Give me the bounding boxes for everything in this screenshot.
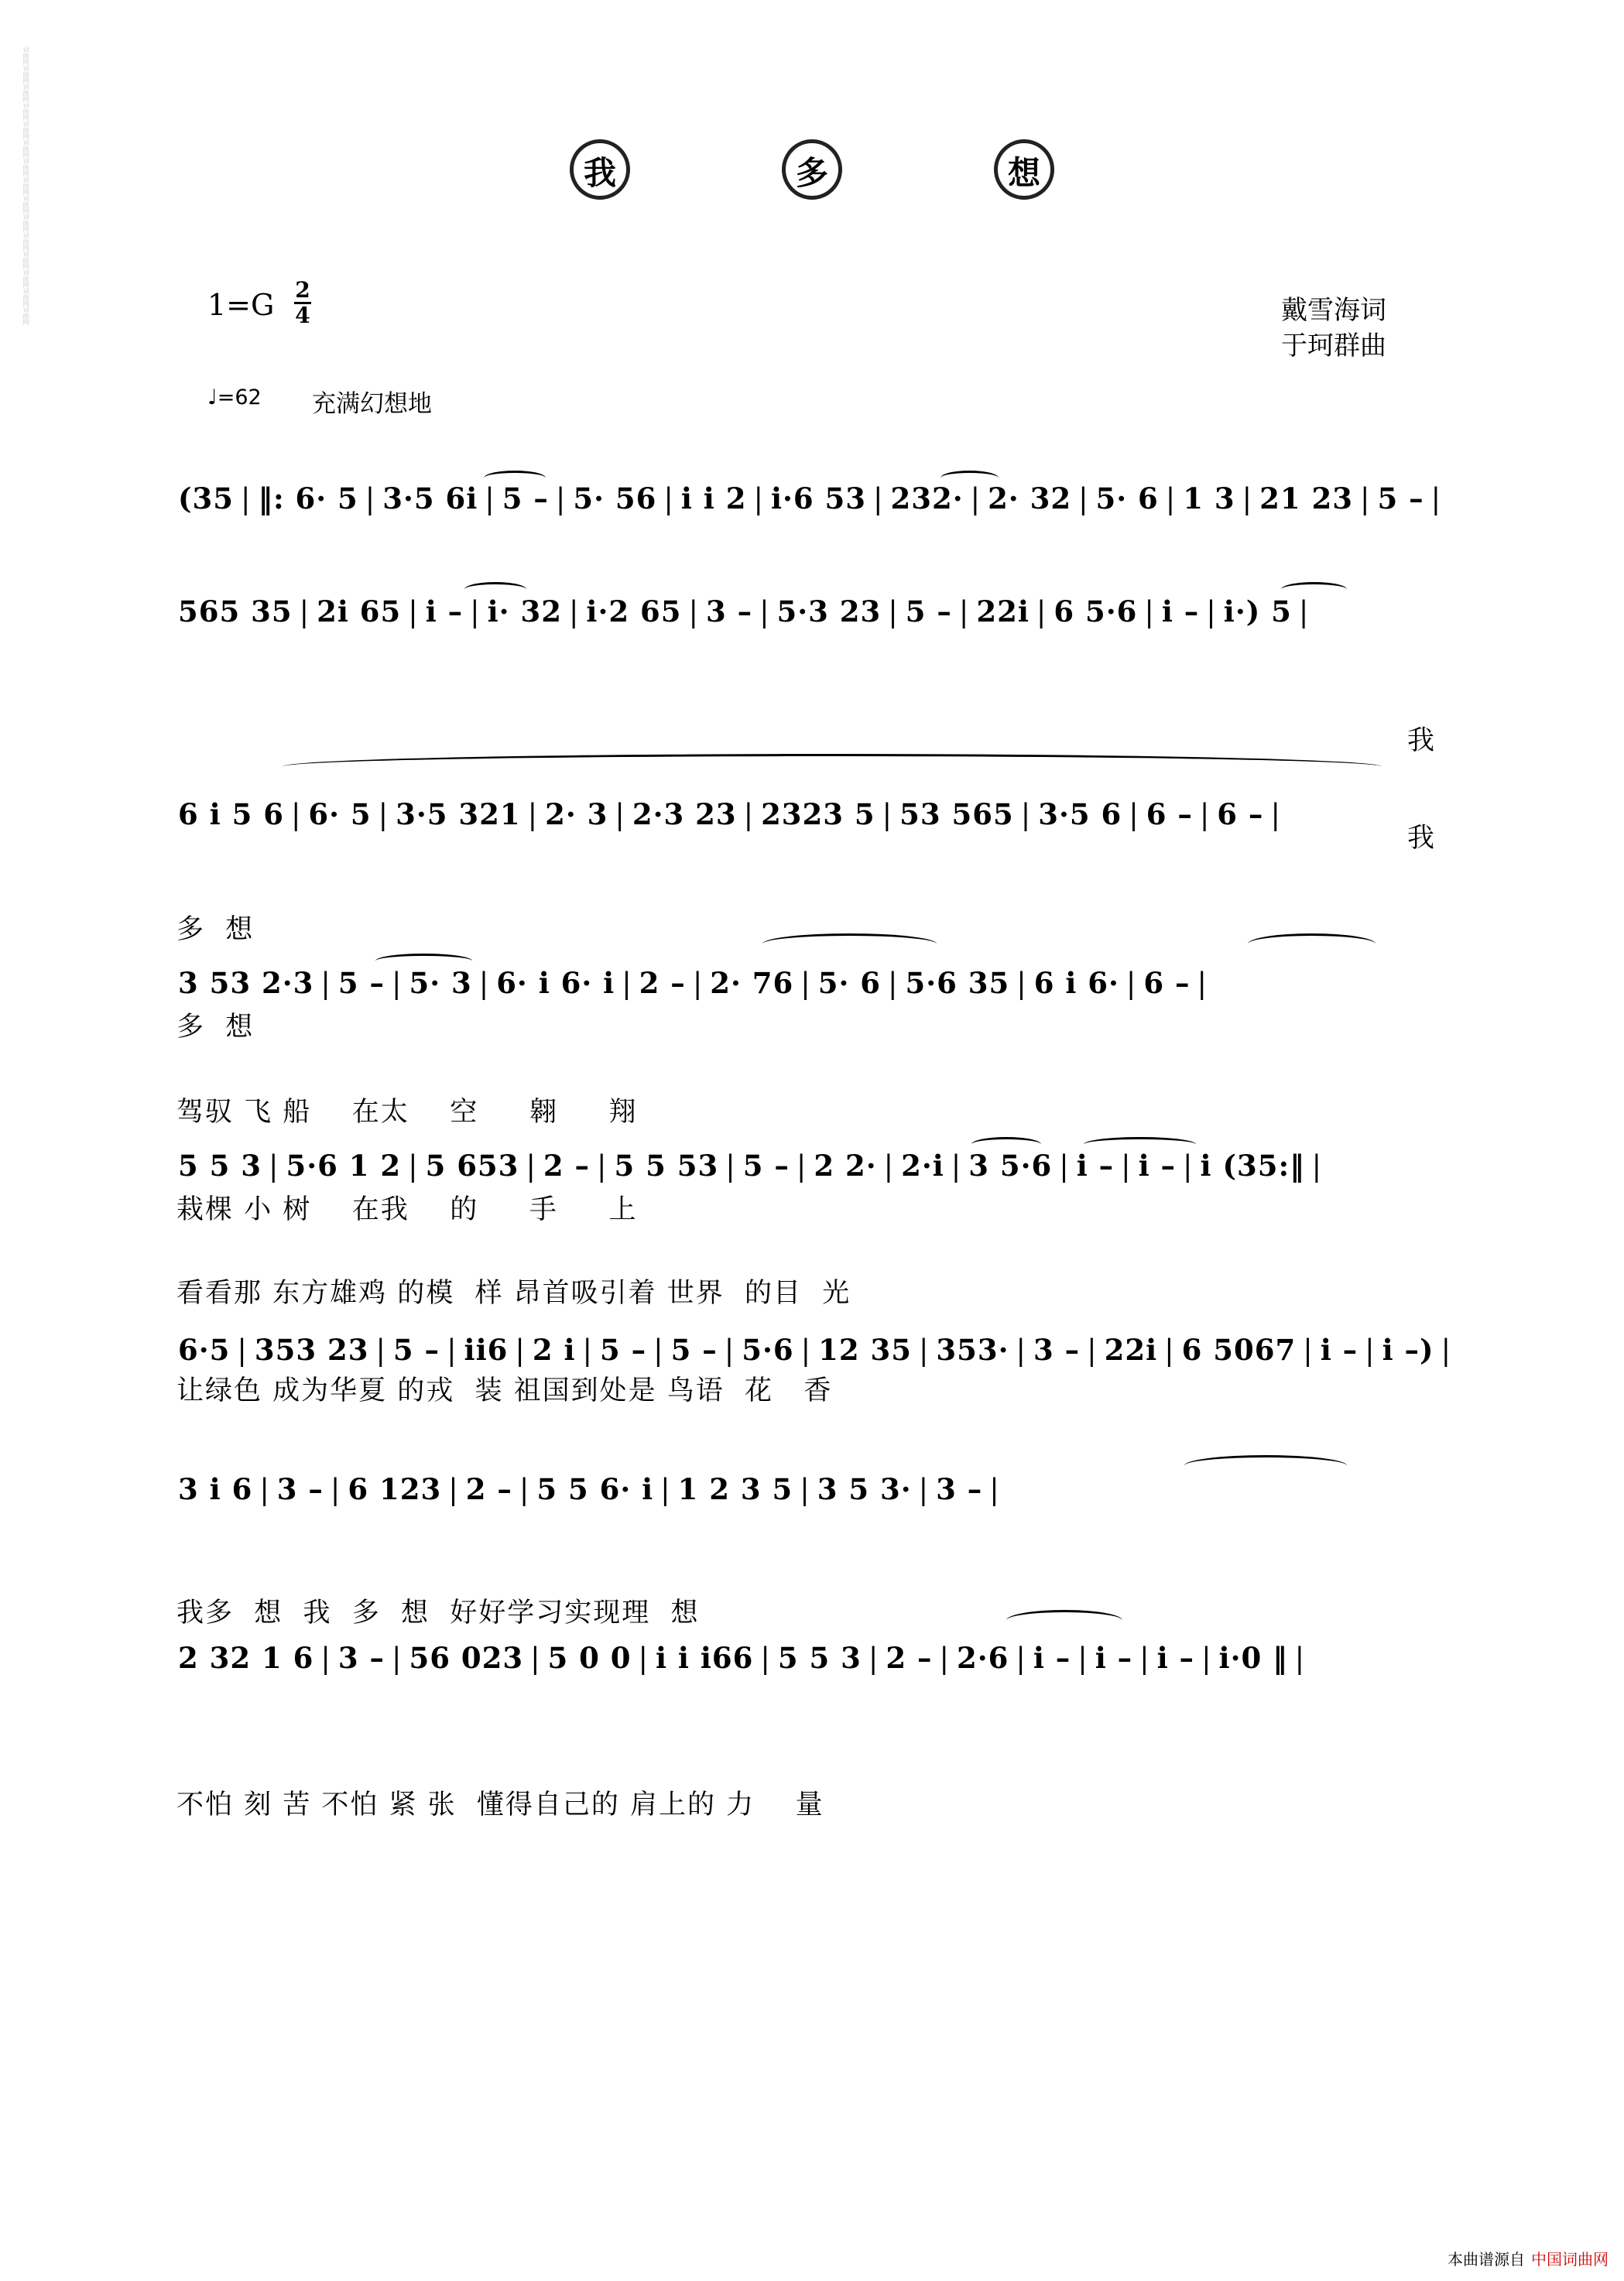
title-char: 我 <box>570 139 630 200</box>
lyric-text: 看看那 东方雄鸡 的模 样 昂首吸引着 世界 的目 光 <box>176 1278 851 1309</box>
bar-line: | <box>237 1334 248 1367</box>
measure: 5·6 1 2 <box>286 1149 402 1183</box>
bar-line: | <box>873 482 884 515</box>
expression-mark: 充满幻想地 <box>312 390 432 418</box>
footer-site-link[interactable]: 中国词曲网 <box>1531 2250 1609 2269</box>
bar-line: | <box>638 1642 649 1675</box>
measure: 5· 6 <box>817 966 882 1000</box>
measure: 1 2 3 5 <box>677 1472 793 1506</box>
measure: 2·3 23 <box>632 797 737 831</box>
notation-row <box>178 797 1455 831</box>
lyric-text: 多 想 <box>176 1012 255 1043</box>
credits <box>1281 293 1386 364</box>
measure: i – <box>425 594 464 628</box>
bar-line: | <box>391 1642 403 1675</box>
measure: 2i 65 <box>317 594 402 628</box>
measure: 6· i 6· i <box>496 966 615 1000</box>
bar-line: | <box>883 1149 895 1183</box>
measure: 5 5 6· i <box>536 1472 654 1506</box>
bar-line: | <box>568 595 580 628</box>
watermark-text: 词曲网 <box>22 232 29 251</box>
bar-line: | <box>527 798 539 831</box>
measure: 3·5 321 <box>396 797 521 831</box>
measure: 6 i 6· <box>1033 966 1119 1000</box>
measure: 1 3 <box>1183 481 1235 515</box>
measure: 3 5 3· <box>817 1472 912 1506</box>
lyric-text: 让绿色 成为华夏 的戎 装 祖国到处是 鸟语 花 香 <box>176 1375 833 1406</box>
bar-line: | <box>408 1149 419 1183</box>
measure: 5 5 3 <box>178 1149 262 1183</box>
measure: i – <box>1033 1641 1071 1675</box>
bar-line: | <box>615 798 625 831</box>
bar-line: | <box>1139 1642 1150 1675</box>
bar-line: | <box>1121 1149 1132 1183</box>
time-signature <box>294 279 311 327</box>
measure: (35 <box>178 481 234 515</box>
lyric-text: 多 想 <box>176 914 255 945</box>
watermark-text: 词曲网 <box>22 269 29 288</box>
measure: i·0 ‖ <box>1218 1641 1288 1675</box>
bar-line: | <box>1016 1334 1027 1367</box>
bar-line: | <box>1020 798 1032 831</box>
slur <box>762 933 937 954</box>
measure: 3 – <box>337 1641 385 1675</box>
bar-line: | <box>526 1149 536 1183</box>
bar-line: | <box>1144 595 1155 628</box>
bar-line: | <box>1359 482 1371 515</box>
bar-line: | <box>391 967 403 1000</box>
bar-line: | <box>1303 1334 1314 1367</box>
measure: i –) <box>1382 1333 1434 1367</box>
bar-line: | <box>478 967 490 1000</box>
bar-line: | <box>485 482 495 515</box>
measure: 12 35 <box>818 1333 912 1367</box>
bar-line: | <box>515 1334 526 1367</box>
measure: 3 – <box>276 1472 324 1506</box>
measure: 5 – <box>742 1149 790 1183</box>
notation-row <box>178 1641 1455 1675</box>
bar-line: | <box>582 1334 594 1367</box>
notation-row <box>178 1149 1455 1183</box>
measure: i – <box>1161 594 1200 628</box>
measure: 5 653 <box>425 1149 519 1183</box>
measure: 6 5·6 <box>1054 594 1138 628</box>
measure: i (35:‖ <box>1200 1149 1305 1183</box>
measure: 5 – <box>670 1333 718 1367</box>
measure: 56 023 <box>409 1641 524 1675</box>
bar-line: | <box>1441 1334 1452 1367</box>
bar-line: | <box>1078 1642 1088 1675</box>
slur <box>375 954 472 968</box>
bar-line: | <box>660 1473 671 1506</box>
bar-line: | <box>800 1334 812 1367</box>
bar-line: | <box>882 798 893 831</box>
measure: 5 – <box>392 1333 440 1367</box>
measure: 6 5067 <box>1181 1333 1297 1367</box>
measure: i – <box>1320 1333 1358 1367</box>
bar-line: | <box>951 1149 962 1183</box>
bar-line: | <box>796 1149 807 1183</box>
footer-source <box>1448 2247 1609 2269</box>
measure: i – <box>1138 1149 1177 1183</box>
measure: ii6 <box>464 1333 509 1367</box>
measure: 2·i <box>901 1149 944 1183</box>
watermark-text: 词曲网 <box>22 214 29 232</box>
measure: 6·5 <box>178 1333 231 1367</box>
measure: 6· 5 <box>308 797 372 831</box>
bar-line: | <box>448 1473 459 1506</box>
bar-line: | <box>1201 1642 1212 1675</box>
composer: 于珂群曲 <box>1281 331 1386 361</box>
bar-line: | <box>290 798 302 831</box>
measure: ‖: 6· 5 <box>258 481 358 515</box>
measure: 2 – <box>886 1641 933 1675</box>
measure: 2323 5 <box>761 797 875 831</box>
measure: 2 i <box>532 1333 576 1367</box>
bar-line: | <box>1270 798 1281 831</box>
bar-line: | <box>622 967 632 1000</box>
measure: 232· <box>890 481 964 515</box>
bar-line: | <box>868 1642 879 1675</box>
measure: 6 – <box>1217 797 1264 831</box>
bar-line: | <box>759 595 770 628</box>
measure: i· 32 <box>487 594 562 628</box>
lyric-text: 不怕 刻 苦 不怕 紧 张 懂得自己的 肩上的 力 量 <box>176 1790 824 1820</box>
watermark-text: 词曲网 <box>22 139 29 158</box>
lyric-text: 我 <box>1407 725 1437 756</box>
bar-line: | <box>1165 482 1177 515</box>
bar-line: | <box>1129 798 1139 831</box>
measure: 6 – <box>1146 797 1193 831</box>
watermark-text: 词曲网 <box>22 158 29 176</box>
bar-line: | <box>692 967 704 1000</box>
watermark-strip <box>2 46 29 2229</box>
title-char: 想 <box>994 139 1054 200</box>
tempo-mark: ♩=62 <box>207 385 262 409</box>
measure: 565 35 <box>178 594 293 628</box>
measure: i·) 5 <box>1223 594 1292 628</box>
watermark-text: 词曲网 <box>22 307 29 325</box>
bar-line: | <box>597 1149 608 1183</box>
bar-line: | <box>1036 595 1047 628</box>
watermark-text: 词曲网 <box>22 251 29 269</box>
measure: i·2 65 <box>586 594 682 628</box>
slur <box>1184 1455 1347 1476</box>
lyric-line <box>176 1212 1454 1440</box>
bar-line: | <box>1430 482 1442 515</box>
measure: 6 123 <box>348 1472 442 1506</box>
bar-line: | <box>447 1334 457 1367</box>
lyric-text: 驾驭 飞 船 在太 空 翱 翔 <box>176 1097 638 1128</box>
watermark-text: 词曲网 <box>22 102 29 121</box>
watermark-text: 词曲网 <box>22 65 29 84</box>
slur <box>971 1137 1041 1152</box>
bar-line: | <box>378 798 389 831</box>
bar-line: | <box>888 595 899 628</box>
lyric-text: 我 <box>1407 823 1437 854</box>
bar-line: | <box>653 1334 664 1367</box>
measure: 5 0 0 <box>547 1641 632 1675</box>
time-top: 2 <box>295 277 310 303</box>
measure: 5 – <box>337 966 385 1000</box>
bar-line: | <box>958 595 970 628</box>
bar-line: | <box>1125 967 1137 1000</box>
bar-line: | <box>663 482 674 515</box>
measure: i – <box>1156 1641 1195 1675</box>
measure: 21 23 <box>1259 481 1353 515</box>
measure: 5 – <box>905 594 952 628</box>
bar-line: | <box>259 1473 270 1506</box>
slur <box>464 582 526 597</box>
measure: 2 – <box>543 1149 591 1183</box>
bar-line: | <box>1059 1149 1070 1183</box>
measure: 353· <box>936 1333 1009 1367</box>
measure: 2· 3 <box>545 797 608 831</box>
notation-row <box>178 481 1455 515</box>
slur <box>484 471 546 485</box>
bar-line: | <box>320 1642 331 1675</box>
measure: 3 – <box>705 594 753 628</box>
measure: 6 – <box>1143 966 1191 1000</box>
measure: i i i66 <box>656 1641 754 1675</box>
measure: 2 2· <box>814 1149 877 1183</box>
bar-line: | <box>939 1642 950 1675</box>
measure: 5 – <box>600 1333 647 1367</box>
lyricist: 戴雪海词 <box>1281 295 1386 326</box>
bar-line: | <box>970 482 982 515</box>
bar-line: | <box>1199 798 1211 831</box>
bar-line: | <box>1183 1149 1194 1183</box>
bar-line: | <box>1197 967 1208 1000</box>
key-signature: 1=G <box>207 288 275 322</box>
bar-line: | <box>519 1473 530 1506</box>
measure: 5· 6 <box>1095 481 1159 515</box>
bar-line: | <box>1311 1149 1323 1183</box>
measure: 5 – <box>502 481 549 515</box>
notation-row <box>178 1333 1455 1367</box>
measure: 3·5 6i <box>382 481 478 515</box>
notation-row <box>178 1472 1455 1506</box>
notation-row <box>178 966 1455 1000</box>
slur <box>1281 582 1347 597</box>
measure: 5· 3 <box>409 966 472 1000</box>
measure: 3 5·6 <box>968 1149 1053 1183</box>
bar-line: | <box>724 1334 735 1367</box>
bar-line: | <box>241 482 252 515</box>
bar-line: | <box>918 1473 930 1506</box>
measure: 22i <box>976 594 1030 628</box>
watermark-text: 词曲网 <box>22 46 29 65</box>
lyric-text: 我多 想 我 多 想 好好学习实现理 想 <box>176 1598 700 1629</box>
watermark-text: 词曲网 <box>22 195 29 214</box>
measure: 5·6 35 <box>905 966 1010 1000</box>
bar-line: | <box>989 1473 1000 1506</box>
slur <box>1006 1610 1122 1631</box>
measure: i·6 53 <box>770 481 866 515</box>
bar-line: | <box>269 1149 279 1183</box>
time-bottom: 4 <box>295 303 310 328</box>
bar-line: | <box>743 798 755 831</box>
bar-line: | <box>1016 967 1027 1000</box>
slur <box>283 754 1382 779</box>
lyric-line <box>176 1721 1454 1853</box>
bar-line: | <box>1078 482 1089 515</box>
measure: 3·5 6 <box>1038 797 1122 831</box>
watermark-text: 词曲网 <box>22 176 29 195</box>
title-char: 多 <box>782 139 842 200</box>
lyric-text: 栽棵 小 树 在我 的 手 上 <box>176 1194 638 1225</box>
measure: 5· 56 <box>573 481 657 515</box>
bar-line: | <box>1294 1642 1306 1675</box>
measure: 3 – <box>936 1472 983 1506</box>
bar-line: | <box>800 1473 810 1506</box>
measure: i – <box>1076 1149 1115 1183</box>
bar-line: | <box>365 482 376 515</box>
song-title <box>0 139 1624 200</box>
bar-line: | <box>1365 1334 1376 1367</box>
bar-line: | <box>760 1642 771 1675</box>
slur <box>1084 1137 1196 1152</box>
measure: 5·6 <box>742 1333 794 1367</box>
measure: 2· 76 <box>710 966 794 1000</box>
bar-line: | <box>530 1642 541 1675</box>
measure: i – <box>1095 1641 1133 1675</box>
measure: 2· 32 <box>988 481 1072 515</box>
bar-line: | <box>1016 1642 1026 1675</box>
bar-line: | <box>555 482 567 515</box>
measure: 353 23 <box>254 1333 369 1367</box>
bar-line: | <box>330 1473 341 1506</box>
bar-line: | <box>688 595 699 628</box>
measure: 5 5 3 <box>777 1641 862 1675</box>
notation-row <box>178 594 1455 628</box>
measure: 6 i 5 6 <box>178 797 284 831</box>
measure: 5·3 23 <box>776 594 882 628</box>
measure: 53 565 <box>899 797 1014 831</box>
watermark-text: 词曲网 <box>22 121 29 139</box>
measure: 3 53 2·3 <box>178 966 314 1000</box>
bar-line: | <box>470 595 481 628</box>
bar-line: | <box>888 967 899 1000</box>
measure: i i 2 <box>680 481 747 515</box>
measure: 3 i 6 <box>178 1472 253 1506</box>
measure: 2·6 <box>956 1641 1009 1675</box>
bar-line: | <box>753 482 764 515</box>
measure: 2 – <box>465 1472 512 1506</box>
slur <box>1248 933 1376 954</box>
bar-line: | <box>1087 1334 1098 1367</box>
measure: 2 – <box>639 966 686 1000</box>
watermark-text: 词曲网 <box>22 84 29 102</box>
bar-line: | <box>725 1149 736 1183</box>
bar-line: | <box>800 967 811 1000</box>
slur <box>940 471 999 485</box>
footer-label: 本曲谱源自 <box>1448 2250 1525 2269</box>
bar-line: | <box>1164 1334 1175 1367</box>
measure: 5 5 53 <box>614 1149 719 1183</box>
watermark-text: 词曲网 <box>22 288 29 307</box>
bar-line: | <box>299 595 310 628</box>
bar-line: | <box>1206 595 1217 628</box>
measure: 3 – <box>1033 1333 1081 1367</box>
bar-line: | <box>320 967 331 1000</box>
measure: 2 32 1 6 <box>178 1641 314 1675</box>
bar-line: | <box>375 1334 386 1367</box>
bar-line: | <box>1298 595 1310 628</box>
bar-line: | <box>1242 482 1253 515</box>
bar-line: | <box>918 1334 930 1367</box>
measure: 5 – <box>1377 481 1424 515</box>
measure: 22i <box>1104 1333 1158 1367</box>
bar-line: | <box>408 595 419 628</box>
